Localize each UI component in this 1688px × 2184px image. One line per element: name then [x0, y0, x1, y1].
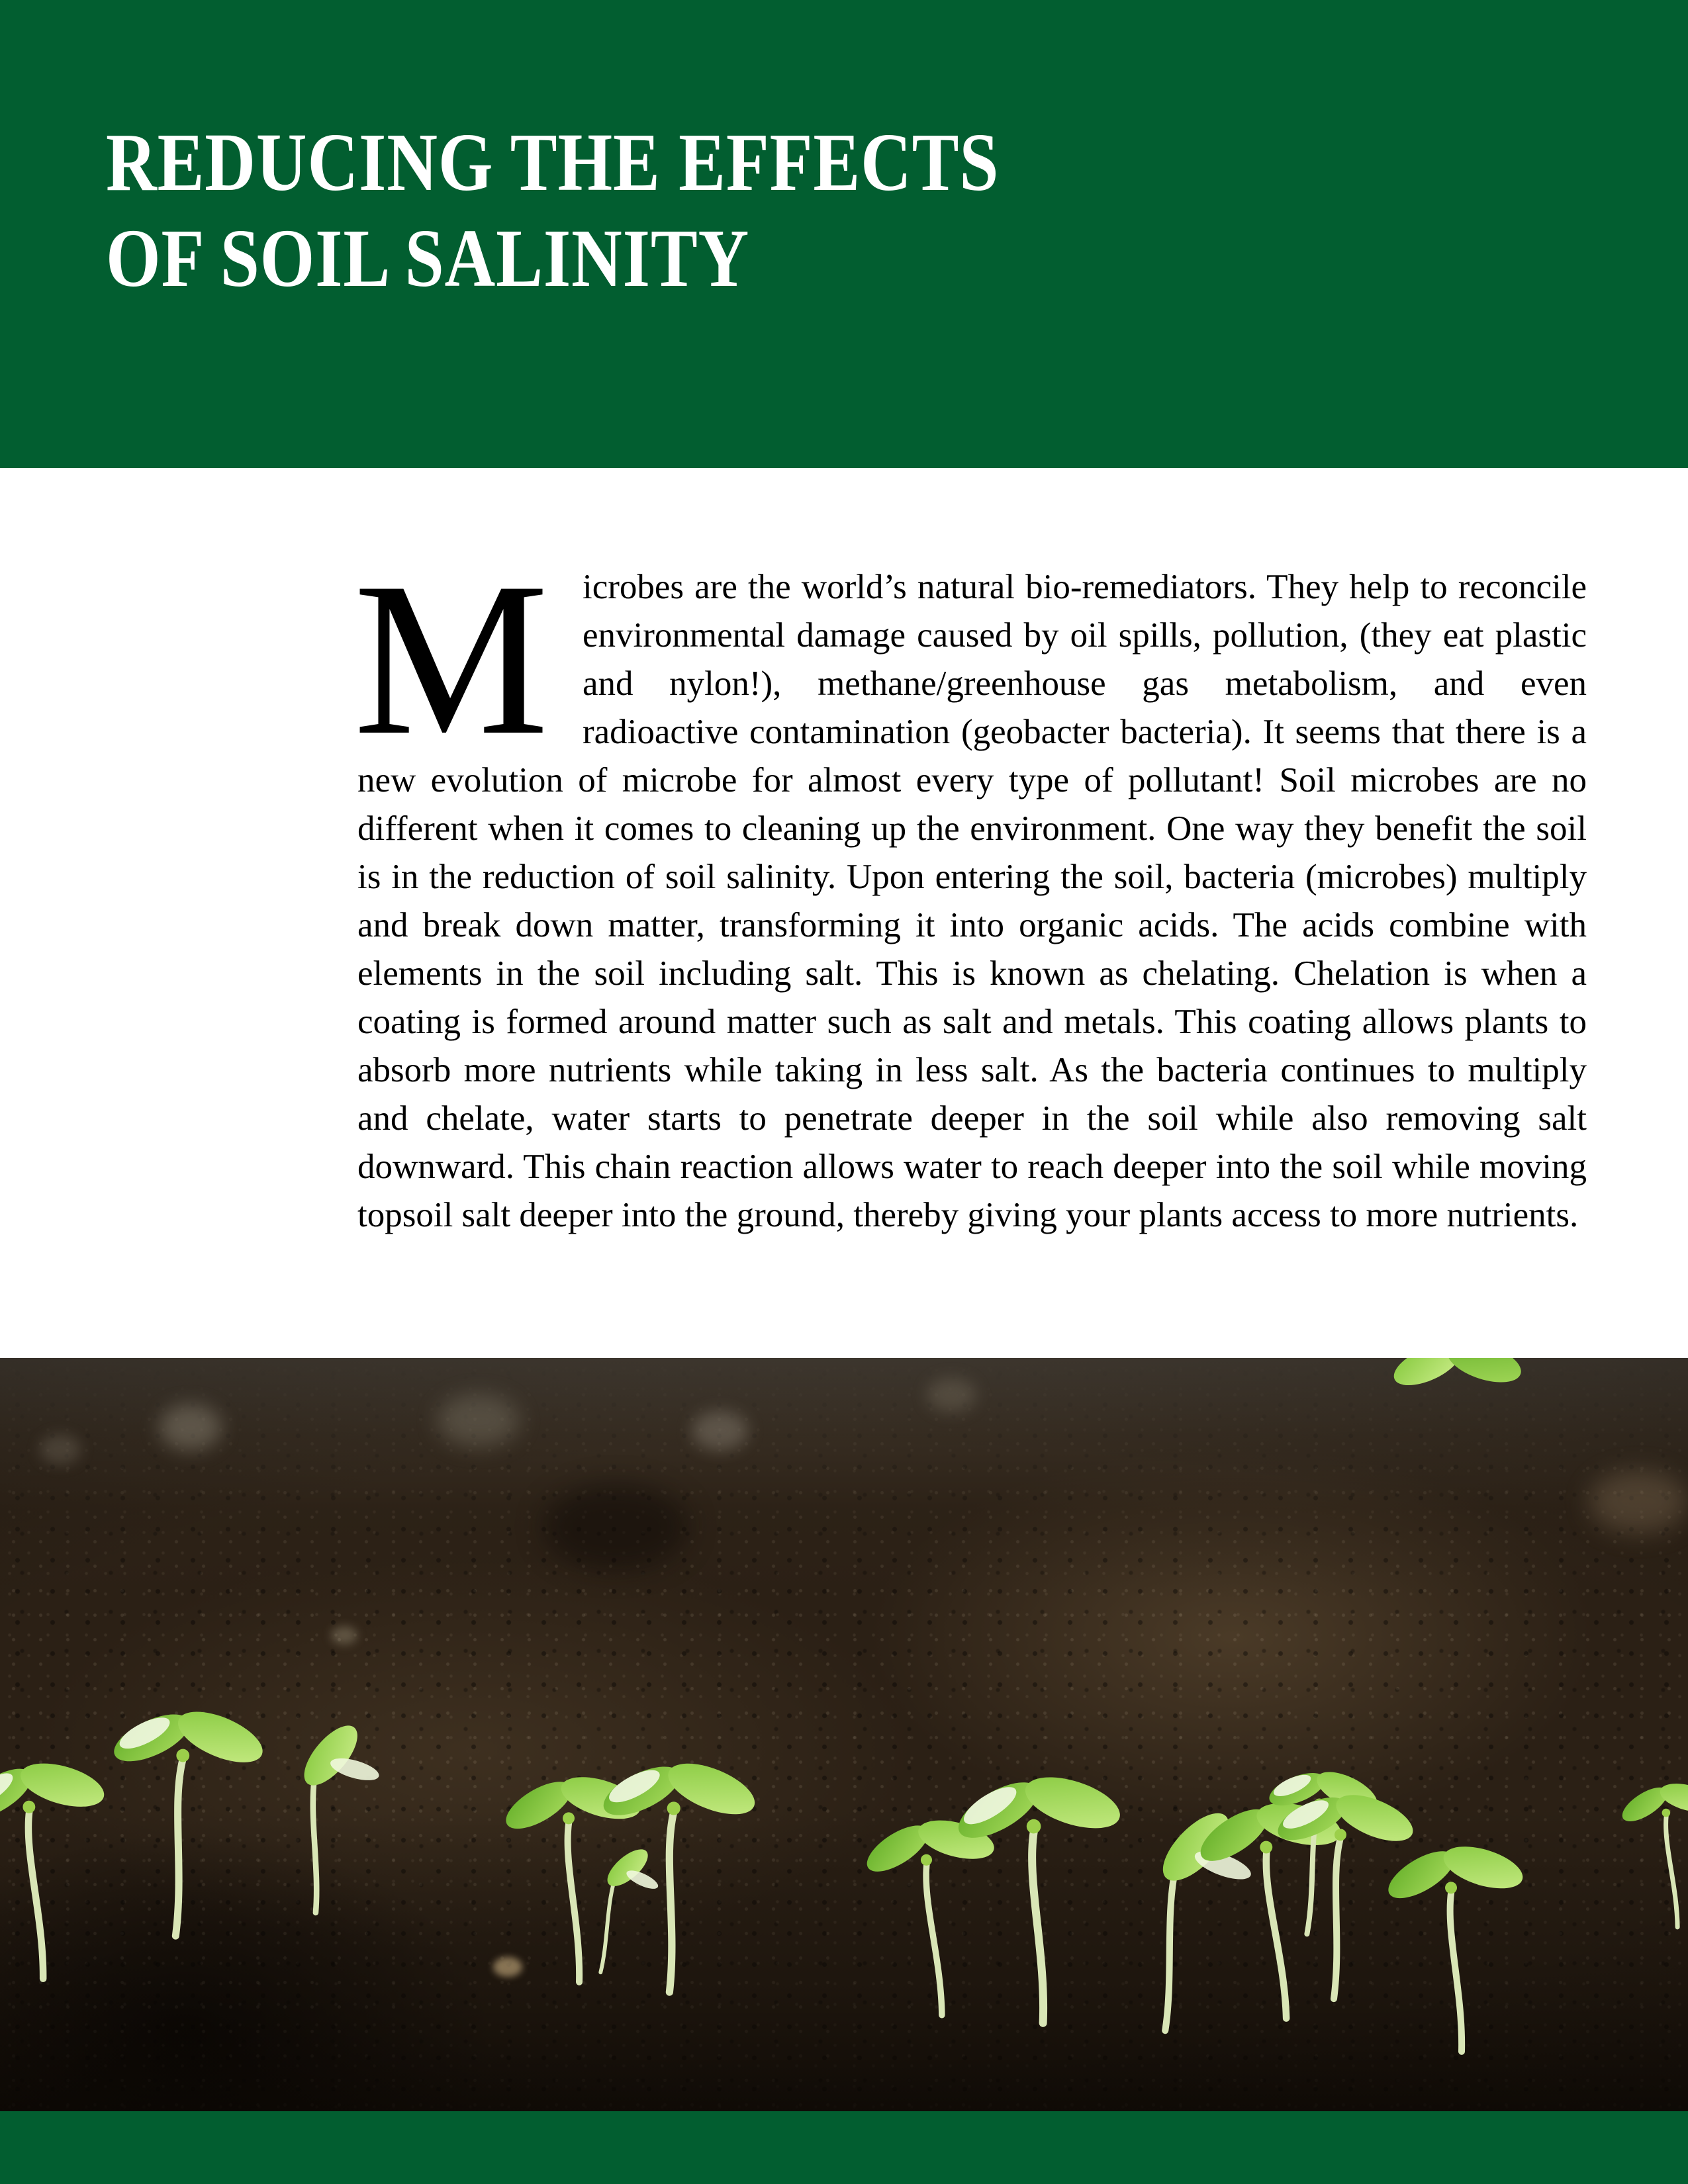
soil-seedlings-photo: [0, 1358, 1688, 2113]
seedling-partial-top: [1388, 1358, 1526, 1394]
seedling: [295, 1717, 381, 1913]
seedling: [97, 1698, 271, 1940]
footer-banner: [0, 2111, 1688, 2184]
seedling: [949, 1764, 1134, 2026]
seedling: [857, 1807, 1013, 2021]
seedling: [586, 1838, 666, 1979]
drop-cap-letter: M: [353, 537, 549, 780]
seedling: [1615, 1774, 1688, 1932]
drop-cap-spacer: [357, 563, 583, 756]
seedlings-illustration: [0, 1358, 1688, 2113]
article-paragraph: [357, 563, 1587, 1240]
header-banner: [0, 0, 1688, 468]
seedling: [0, 1750, 122, 1984]
page-title-line1: REDUCING THE EFFECTS: [106, 117, 1000, 208]
seedling: [1380, 1835, 1538, 2056]
page-title: [106, 115, 999, 307]
page-title-line2: OF SOIL SALINITY: [106, 213, 750, 304]
article-body-text: icrobes are the world’s natural bio-remediators. They help to reconcile environmental damage caused by oil spills, pollution, (they eat plastic and nylon!), methane/greenhouse gas metabolism, and even radioactive contamination (geobacter bacteria). It seems that there is a new evolution of microbe for almost every type of pollutant! Soil microbes are no different when it comes to cleaning up the environment. One way they benefit the soil is in the reduction of soil salinity. Upon entering the soil, bacteria (microbes) multiply and break down matter, transforming it into organic acids. The acids combine with elements in the soil including salt. This is known as chelating. Chelation is when a coating is formed around matter such as salt and metals. This coating allows plants to absorb more nutrients while taking in less salt. As the bacteria continues to multiply and chelate, water starts to penetrate deeper in the soil while also removing salt downward. This chain reaction allows water to reach deeper into the soil while moving topsoil salt deeper into the ground, thereby giving your plants access to more nutrients.: [357, 568, 1587, 1234]
